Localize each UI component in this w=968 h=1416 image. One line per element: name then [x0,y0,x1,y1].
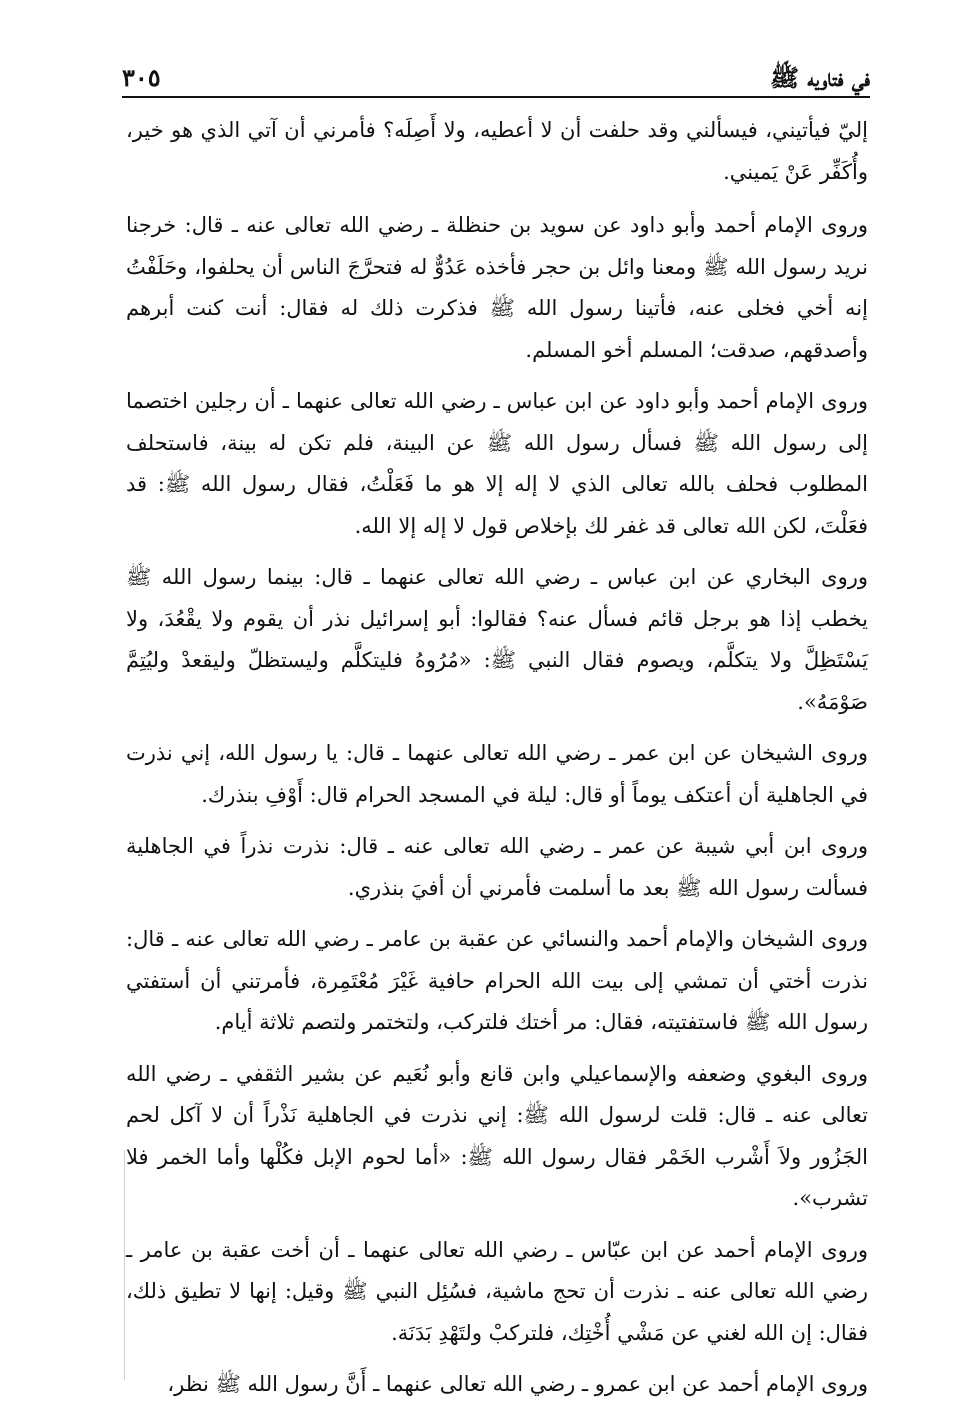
running-title: في فتاويه ﷺ [770,63,870,92]
paragraph-3: وروى الإمام أحمد وأبو داود عن ابن عباس ـ رضي الله تعالى عنهما ـ أن رجلين اختصما إلى رسول الله ﷺ فسأل رسول الله ﷺ عن البينة، فلم تكن له بينة، فاستحلف المطلوب فحلف بالله تعالى الذي لا إله إلا هو ما فَعَلْتُ، فقال رسول الله ﷺ: قد فعَلْتَ، لكن الله تعالى قد غفر لك بإخلاص قول لا إله إلا الله. [126,389,868,538]
paragraph-1: إليّ فيأتيني، فيسألني وقد حلفت أن لا أعطيه، ولا أَصِلَه؟ فأمرني أن آتي الذي هو خير، وأُكَفِّر عَنْ يَميني. [126,118,868,184]
header-divider [122,96,870,98]
page-body [126,110,868,1416]
paragraph-4: وروى البخاري عن ابن عباس ـ رضي الله تعالى عنهما ـ قال: بينما رسول الله ﷺ يخطب إذا هو برجل قائم فسأل عنه؟ فقالوا: أبو إسرائيل نذر أن يقوم ولا يقْعُدَ، ولا يَسْتَظِلَّ ولا يتكلَّم، ويصوم فقال النبي ﷺ: «مُرُوهُ فليتكلَّم وليستظلّ وليقعدْ وليُتِمَّ صَوْمَهُ». [126,565,868,714]
paragraph-9: وروى الإمام أحمد عن ابن عبّاس ـ رضي الله تعالى عنهما ـ أن أخت عقبة بن عامر ـ رضي الله تعالى عنه ـ نذرت أن تحج ماشية، فسُئِل النبي ﷺ وقيل: إنها لا تطيق ذلك، فقال: إن الله لغني عن مَشْي أُخْتِك، فلتركبْ ولتَهْدِ بَدَنَة. [126,1237,868,1345]
scan-margin-line [124,1150,125,1380]
paragraph-8: وروى البغوي وضعفه والإسماعيلي وابن قانع وأبو نُعَيم عن بشير الثقفي ـ رضي الله تعالى عنه ـ قال: قلت لرسول الله ﷺ: إني نذرت في الجاهلية نَذْراً أن لا آكل لحم الجَزُور ولاَ أَشْرب الخَمْر فقال رسول الله ﷺ: «أما لحوم الإبل فكُلْها وأما الخمر فلا تشرب». [126,1061,868,1210]
paragraph-5: وروى الشيخان عن ابن عمر ـ رضي الله تعالى عنهما ـ قال: يا رسول الله، إني نذرت في الجاهلية أن أعتكف يوماً أو قال: ليلة في المسجد الحرام قال: أَوْفِ بنذرك. [126,741,868,807]
paragraph-10: وروى الإمام أحمد عن ابن عمرو ـ رضي الله تعالى عنهما ـ أَنَّ رسول الله ﷺ نظر، [167,1372,868,1396]
page-number: ٣٠٥ [122,63,161,92]
paragraph-7: وروى الشيخان والإمام أحمد والنسائي عن عقبة بن عامر ـ رضي الله تعالى عنه ـ قال: نذرت أختي أن تمشي إلى بيت الله الحرام حافية غَيْرَ مُعْتَمِرة، فأمرتني أن أستفتي رسول الله ﷺ فاستفتيته، فقال: مر أختك فلتركب، ولتختمر ولتصم ثلاثة أيام. [126,927,868,1034]
paragraph-2: وروى الإمام أحمد وأبو داود عن سويد بن حنظلة ـ رضي الله تعالى عنه ـ قال: خرجنا نريد رسول الله ﷺ ومعنا وائل بن حجر فأخذه عَدُوٌّ له فتحرَّجَ الناس أن يحلفوا، وحَلَفْتُ إنه أخي فخلى عنه، فأتينا رسول الله ﷺ فذكرت ذلك له فقال: أنت كنت أبرهم وأصدقهم، صدقت؛ المسلم أخو المسلم. [126,213,868,362]
paragraph-6: وروى ابن أبي شيبة عن عمر ـ رضي الله تعالى عنه ـ قال: نذرت نذراً في الجاهلية فسألت رسول الله ﷺ بعد ما أسلمت فأمرني أن أفيَ بنذري. [126,834,868,900]
page-header [122,62,870,94]
